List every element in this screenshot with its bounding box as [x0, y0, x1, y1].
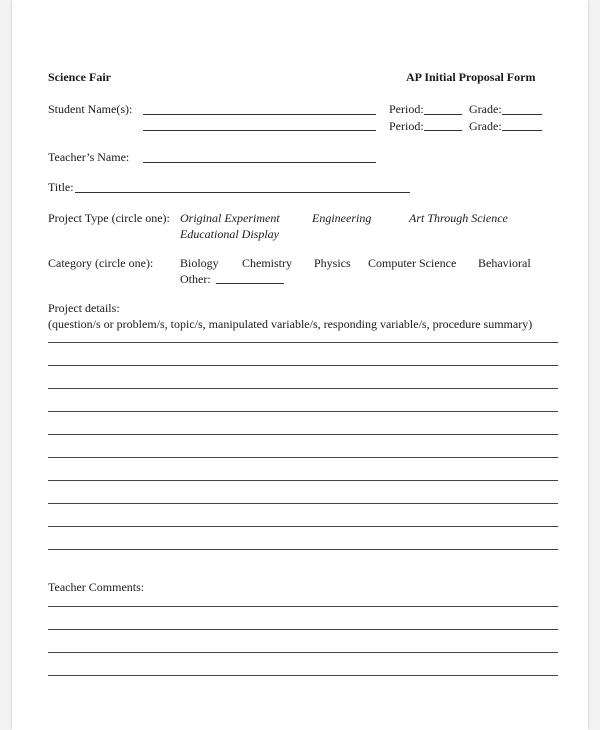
category-option[interactable]: Chemistry: [242, 256, 292, 270]
teacher-comments-line[interactable]: [48, 675, 558, 676]
category-option[interactable]: Computer Science: [368, 256, 457, 270]
category-option[interactable]: Behavioral: [478, 256, 531, 270]
project-details-line[interactable]: [48, 342, 558, 343]
form-page: [12, 0, 588, 730]
category-label: Category (circle one):: [48, 256, 154, 270]
period-field-1[interactable]: [424, 114, 462, 115]
form-header-right: AP Initial Proposal Form: [406, 70, 536, 84]
project-details-line[interactable]: [48, 480, 558, 481]
grade-label-1: Grade:: [469, 102, 502, 116]
period-field-2[interactable]: [424, 130, 462, 131]
form-header-left: Science Fair: [48, 70, 111, 84]
teacher-comments-label: Teacher Comments:: [48, 580, 145, 594]
project-details-line[interactable]: [48, 411, 558, 412]
category-other-field[interactable]: [216, 283, 284, 284]
project-type-option[interactable]: Educational Display: [180, 227, 279, 241]
grade-field-2[interactable]: [502, 130, 542, 131]
student-name-label: Student Name(s):: [48, 102, 133, 116]
title-field[interactable]: [75, 192, 410, 193]
teacher-comments-line[interactable]: [48, 629, 558, 630]
student-name-field-1[interactable]: [143, 114, 376, 115]
grade-label-2: Grade:: [469, 119, 502, 133]
project-details-line[interactable]: [48, 365, 558, 366]
category-option[interactable]: Biology: [180, 256, 219, 270]
project-type-option[interactable]: Art Through Science: [409, 211, 508, 225]
teacher-comments-line[interactable]: [48, 652, 558, 653]
grade-field-1[interactable]: [502, 114, 542, 115]
project-type-option[interactable]: Engineering: [312, 211, 372, 225]
teacher-comments-line[interactable]: [48, 606, 558, 607]
project-details-hint: (question/s or problem/s, topic/s, manipulated variable/s, responding variable/s, procedure summary): [48, 317, 533, 331]
student-name-field-2[interactable]: [143, 130, 376, 131]
project-type-option[interactable]: Original Experiment: [180, 211, 280, 225]
category-other-label: Other:: [180, 272, 211, 286]
project-type-label: Project Type (circle one):: [48, 211, 170, 225]
teacher-name-label: Teacher’s Name:: [48, 150, 130, 164]
period-label-1: Period:: [389, 102, 424, 116]
project-details-line[interactable]: [48, 457, 558, 458]
project-details-line[interactable]: [48, 388, 558, 389]
project-details-line[interactable]: [48, 434, 558, 435]
period-label-2: Period:: [389, 119, 424, 133]
project-details-line[interactable]: [48, 549, 558, 550]
project-details-line[interactable]: [48, 526, 558, 527]
title-label: Title:: [48, 180, 74, 194]
project-details-label: Project details:: [48, 301, 120, 315]
category-option[interactable]: Physics: [314, 256, 351, 270]
project-details-line[interactable]: [48, 503, 558, 504]
teacher-name-field[interactable]: [143, 162, 376, 163]
